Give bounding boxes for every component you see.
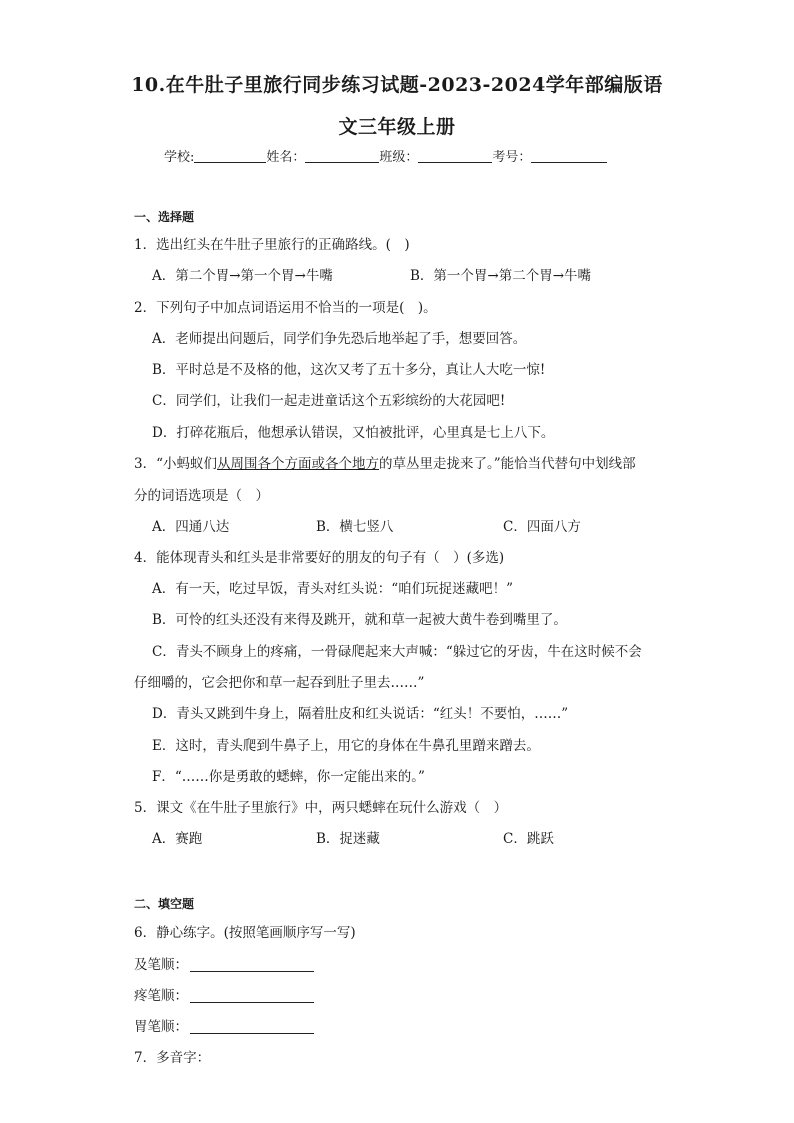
q4-option-a[interactable]: A．有一天，吃过早饭，青头对红头说：“咱们玩捉迷藏吧！” [152, 581, 514, 597]
question-5-stem: 5．课文《在牛肚子里旅行》中，两只蟋蟀在玩什么游戏（ ） [134, 800, 508, 816]
q1-option-b[interactable]: B．第一个胃→第二个胃→牛嘴 [410, 268, 592, 284]
page-title-line2: 文三年级上册 [338, 116, 456, 138]
q2-option-a[interactable]: A．老师提出问题后，同学们争先恐后地举起了手，想要回答。 [152, 331, 527, 347]
question-4-stem: 4．能体现青头和红头是非常要好的朋友的句子有（ ）(多选) [134, 550, 505, 566]
q2-option-b[interactable]: B．平时总是不及格的他，这次又考了五十多分，真让人大吃一惊! [152, 362, 546, 378]
stroke-order-ji [134, 953, 314, 973]
class-label: 班级： [379, 150, 419, 165]
q4-option-c[interactable]: C．青头不顾身上的疼痛，一骨碌爬起来大声喊：“躲过它的牙齿，牛在这时候不会 [152, 644, 642, 660]
stroke-order-ji-blank[interactable] [190, 957, 314, 972]
question-2-stem: 2．下列句子中加点词语运用不恰当的一项是( )。 [134, 300, 437, 316]
class-blank[interactable] [418, 149, 492, 163]
exam-number-blank[interactable] [531, 149, 607, 163]
q2-option-c[interactable]: C．同学们，让我们一起走进童话这个五彩缤纷的大花园吧! [152, 393, 506, 409]
student-info-row [164, 146, 607, 165]
q3-underlined-phrase: 从周围各个方面或各个地方 [217, 456, 379, 472]
q4-option-d[interactable]: D．青头又跳到牛身上，隔着肚皮和红头说话：“红头！不要怕，……” [152, 706, 569, 722]
stroke-order-teng [134, 984, 314, 1004]
school-label: 学校: [164, 150, 195, 165]
q1-option-a[interactable]: A．第二个胃→第一个胃→牛嘴 [152, 268, 333, 284]
stroke-order-ji-label: 及笔顺： [134, 957, 188, 973]
stroke-order-teng-blank[interactable] [190, 988, 314, 1003]
q3-option-a[interactable]: A．四通八达 [152, 519, 230, 535]
school-blank[interactable] [194, 149, 266, 163]
question-3-stem-line2: 分的词语选项是（ ） [134, 488, 269, 504]
q2-option-d[interactable]: D．打碎花瓶后，他想承认错误，又怕被批评，心里真是七上八下。 [152, 425, 555, 441]
question-7-stem: 7．多音字： [134, 1050, 211, 1066]
q4-option-b[interactable]: B．可怜的红头还没有来得及跳开，就和草一起被大黄牛卷到嘴里了。 [152, 612, 567, 628]
q5-option-c[interactable]: C．跳跃 [503, 831, 554, 847]
stroke-order-teng-label: 疼笔顺： [134, 988, 188, 1004]
q3-stem-post: 的草丛里走拢来了。”能恰当代替句中划线部 [379, 456, 636, 472]
q4-option-c-cont: 仔细嚼的，它会把你和草一起吞到肚子里去……” [134, 675, 425, 691]
section-heading-fill: 二、填空题 [134, 897, 195, 911]
stroke-order-wei-blank[interactable] [190, 1019, 314, 1034]
q5-option-b[interactable]: B．捉迷藏 [316, 831, 380, 847]
q4-option-e[interactable]: E．这时，青头爬到牛鼻子上，用它的身体在牛鼻孔里蹭来蹭去。 [152, 738, 540, 754]
q3-option-c[interactable]: C．四面八方 [503, 519, 581, 535]
section-heading-choice: 一、选择题 [134, 210, 195, 224]
q5-option-a[interactable]: A．赛跑 [152, 831, 203, 847]
stroke-order-wei [134, 1015, 314, 1035]
exam-number-label: 考号： [492, 150, 532, 165]
page-title-line1: 10.在牛肚子里旅行同步练习试题-2023-2024学年部编版语 [131, 74, 663, 96]
q4-option-f[interactable]: F．“……你是勇敢的蟋蟀，你一定能出来的。” [152, 769, 425, 785]
question-3-stem [134, 452, 636, 472]
question-6-stem: 6．静心练字。(按照笔画顺序写一写) [134, 925, 356, 941]
q3-stem-pre: 3．“小蚂蚁们 [134, 456, 217, 472]
name-label: 姓名： [266, 150, 306, 165]
q3-option-b[interactable]: B．横七竖八 [316, 519, 394, 535]
stroke-order-wei-label: 胃笔顺： [134, 1019, 188, 1035]
name-blank[interactable] [305, 149, 379, 163]
question-1-stem: 1．选出红头在牛肚子里旅行的正确路线。( ) [134, 237, 410, 253]
